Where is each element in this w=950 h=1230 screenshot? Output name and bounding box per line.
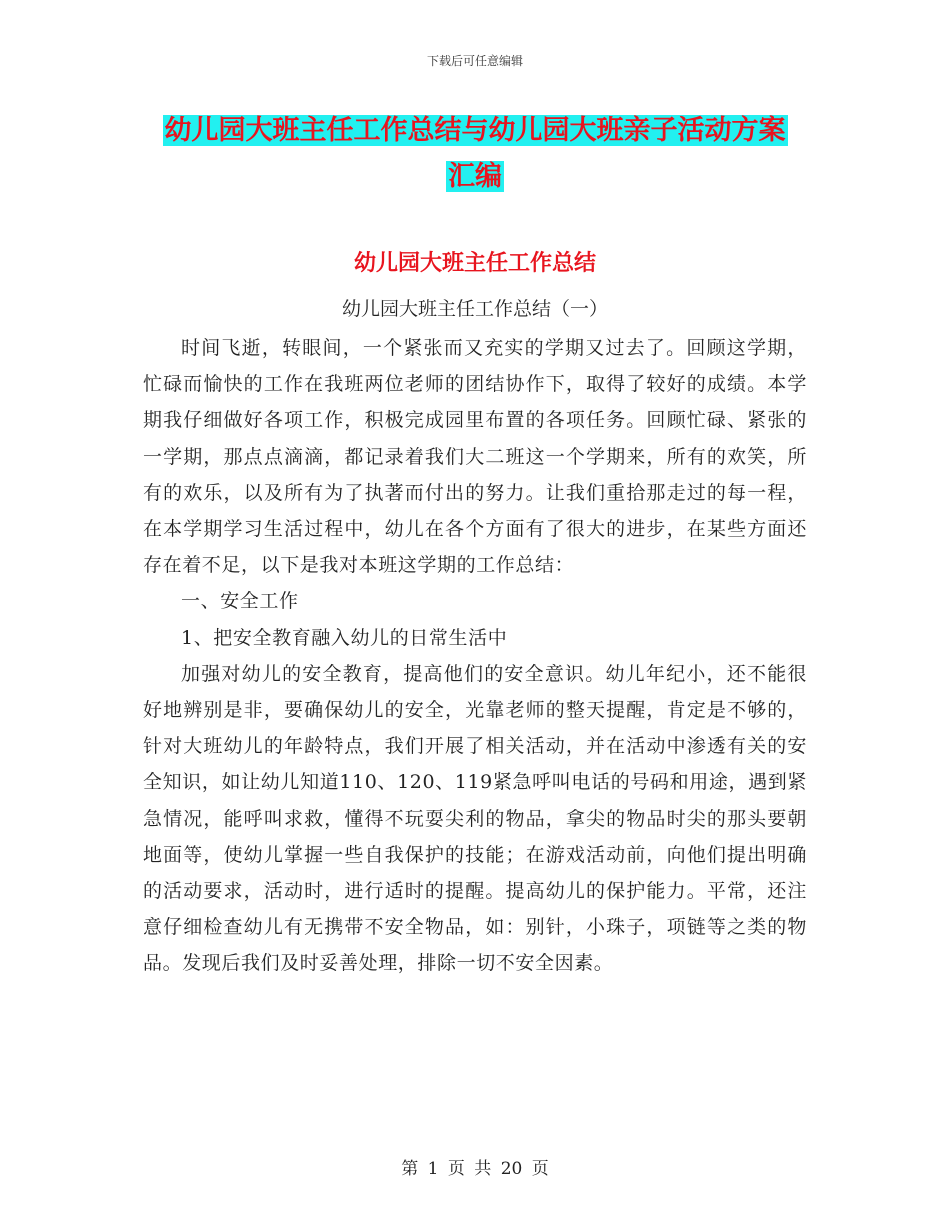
paragraph-safety-details: 加强对幼儿的安全教育，提高他们的安全意识。幼儿年纪小，还不能很好地辨别是非，要确保幼儿的安全，光靠老师的整天提醒，肯定是不够的，针对大班幼儿的年龄特点，我们开展了相关活动，并在活动中渗透有关的安全知识，如让幼儿知道110、120、119紧急呼叫电话的号码和用途，遇到紧急情况，能呼叫求救，懂得不玩耍尖利的物品，拿尖的物品时尖的那头要朝地面等，使幼儿掌握一些自我保护的技能；在游戏活动前，向他们提出明确的活动要求，活动时，进行适时的提醒。提高幼儿的保护能力。平常，还注意仔细检查幼儿有无携带不安全物品，如：别针，小珠子，项链等之类的物品。发现后我们及时妥善处理，排除一切不安全因素。 [143, 662, 807, 975]
section-title: 幼儿园大班主任工作总结 [353, 251, 596, 276]
paragraph-intro: 时间飞逝，转眼间，一个紧张而又充实的学期又过去了。回顾这学期，忙碌而愉快的工作在我班两位老师的团结协作下，取得了较好的成绩。本学期我仔细做好各项工作，积极完成园里布置的各项任务。回顾忙碌、紧张的一学期，那点点滴滴，都记录着我们大二班这一个学期来，所有的欢笑，所有的欢乐，以及所有为了执著而付出的努力。让我们重拾那走过的每一程，在本学期学习生活过程中，幼儿在各个方面有了很大的进步，在某些方面还存在着不足，以下是我对本班这学期的工作总结： [143, 337, 807, 577]
document-title [140, 108, 810, 200]
subheading-safety-education: 1、把安全教育融入幼儿的日常生活中 [181, 626, 508, 649]
heading-safety-work: 一、安全工作 [181, 590, 299, 613]
header-note: 下载后可任意编辑 [426, 54, 523, 68]
subtitle: 幼儿园大班主任工作总结（一） [341, 298, 608, 320]
body-text [143, 330, 807, 982]
document-title-line-1: 幼儿园大班主任工作总结与幼儿园大班亲子活动方案 [164, 115, 786, 146]
document-title-line-2: 汇编 [448, 161, 502, 192]
page-footer: 第 1 页 共 20 页 [401, 1159, 549, 1179]
